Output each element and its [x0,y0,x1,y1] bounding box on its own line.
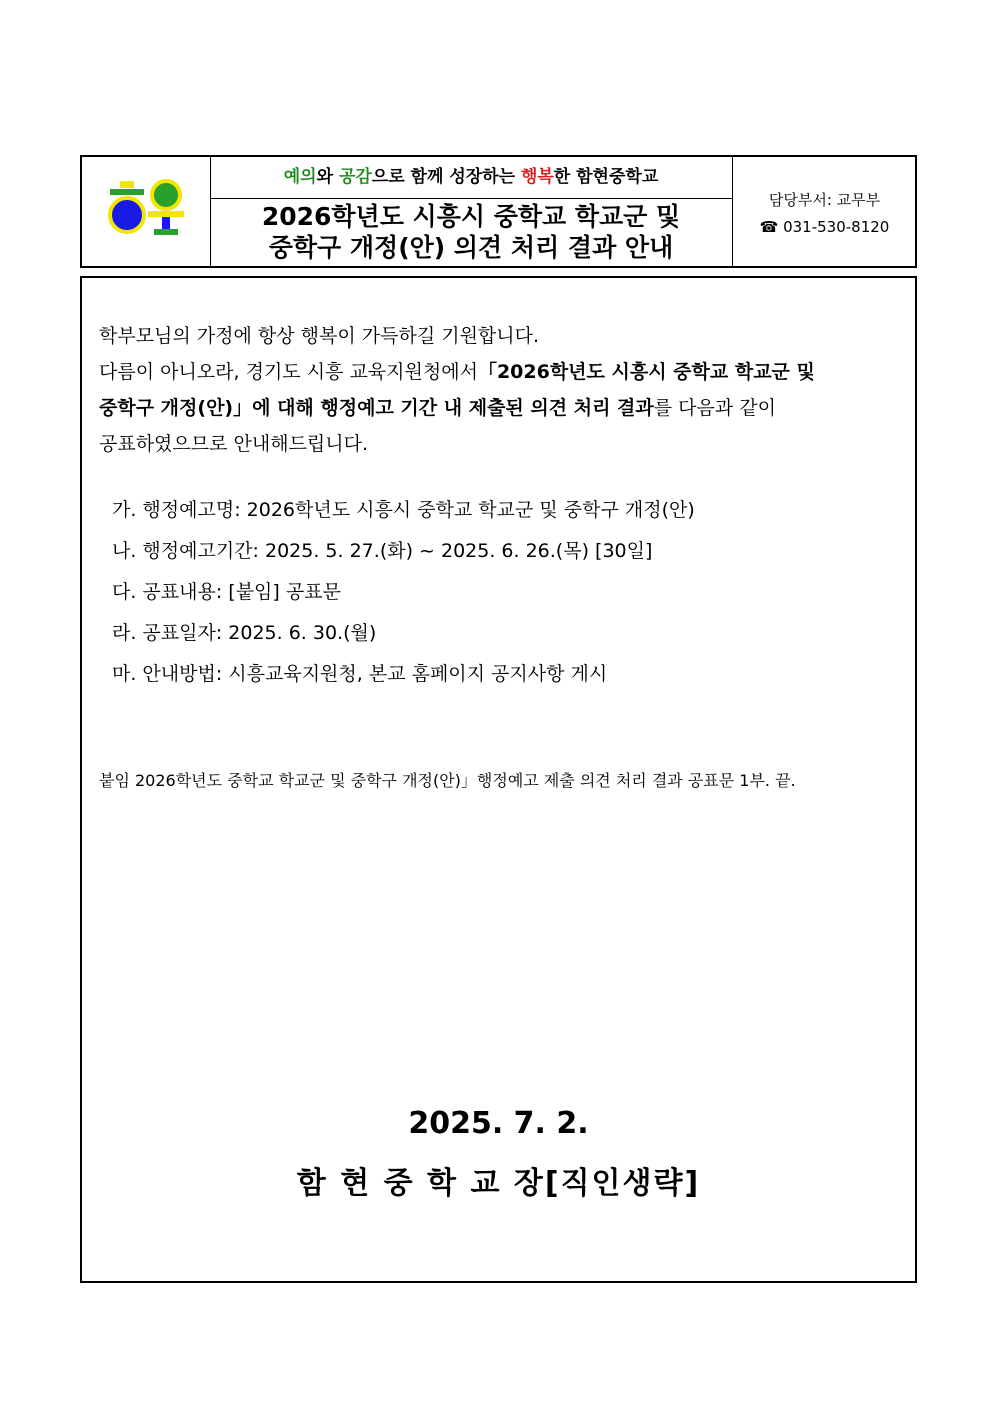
school-slogan: 예의와 공감으로 함께 성장하는 행복한 함현중학교 [210,157,732,199]
greeting-line: 학부모님의 가정에 항상 행복이 가득하길 기원합니다. [99,325,540,347]
document-header [80,155,917,268]
department-cell [732,157,916,266]
list-item: 나. 행정예고기간: 2025. 5. 27.(화) ~ 2025. 6. 26.(목) [30일] [112,540,653,562]
title-line-2: 중학구 개정(안) 의견 처리 결과 안내 [268,233,674,262]
phone-number: ☎ 031-530-8120 [759,218,890,236]
attachment-note: 붙임 2026학년도 중학교 학교군 및 중학구 개정(안)」행정예고 제출 의견 처리 결과 공표문 1부. 끝. [99,771,796,790]
intro-line-2: 다름이 아니오라, 경기도 시흥 교육지원청에서「2026학년도 시흥시 중학교 학교군 및 [99,361,815,383]
issue-date: 2025. 7. 2. [408,1106,589,1141]
signer: 함 현 중 학 교 장[직인생략] [296,1166,701,1201]
intro-line-4: 공표하였으므로 안내해드립니다. [99,433,369,455]
school-logo-cell [82,157,211,266]
school-logo [106,179,186,239]
list-item: 마. 안내방법: 시흥교육지원청, 본교 홈페이지 공지사항 게시 [112,663,608,685]
list-item: 다. 공표내용: [붙임] 공표문 [112,581,341,603]
list-item: 가. 행정예고명: 2026학년도 시흥시 중학교 학교군 및 중학구 개정(안) [112,499,695,521]
department-label: 담당부서: 교무부 [768,191,881,209]
title-cell [210,157,732,266]
document-title [210,201,732,266]
list-item: 라. 공표일자: 2025. 6. 30.(월) [112,622,377,644]
intro-line-3: 중학구 개정(안)」에 대해 행정예고 기간 내 제출된 의견 처리 결과를 다음과 같이 [99,397,776,419]
info-list [112,490,695,695]
title-line-1: 2026학년도 시흥시 중학교 학교군 및 [261,202,681,231]
document-body [80,276,917,1283]
